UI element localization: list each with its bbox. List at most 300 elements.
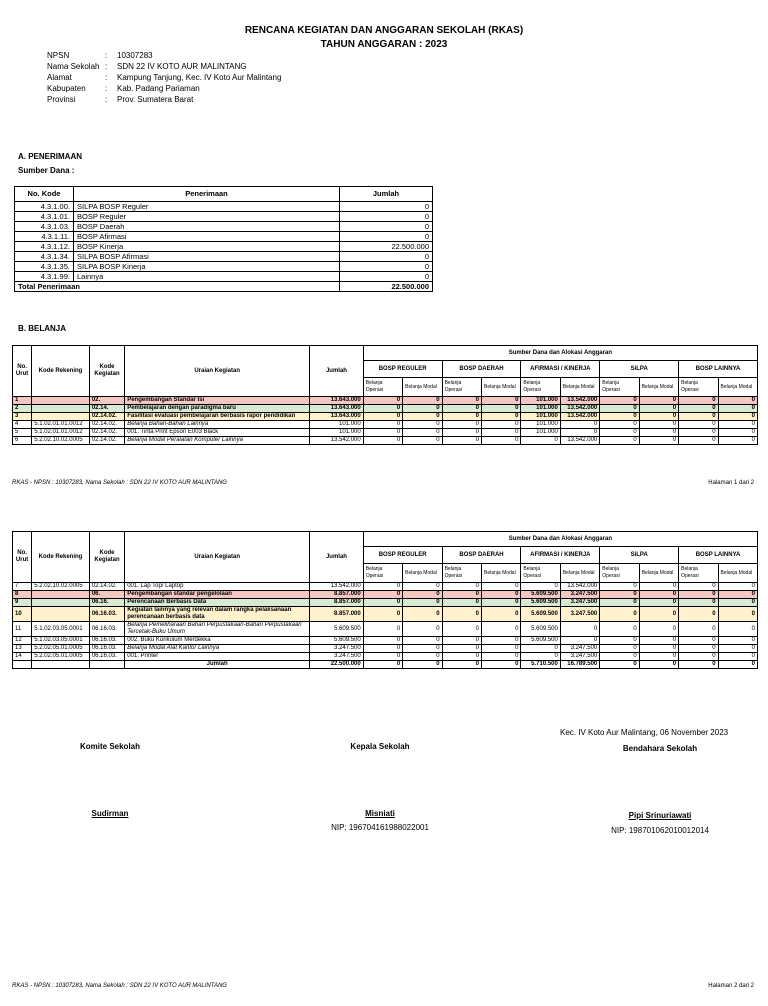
no-cell: 3 (13, 413, 32, 421)
total-alokasi: 0 (600, 661, 639, 669)
alokasi-cell: 0 (679, 591, 718, 599)
alokasi-cell: 0 (718, 413, 757, 421)
col-group: AFIRMASI / KINERJA (521, 547, 600, 564)
document-title: RENCANA KEGIATAN DAN ANGGARAN SEKOLAH (RKAS) (244, 25, 524, 36)
alokasi-cell: 0 (442, 653, 481, 661)
alokasi-cell: 0 (363, 583, 402, 591)
total-empty (13, 661, 32, 669)
alokasi-cell: 0 (600, 413, 639, 421)
alokasi-cell: 0 (403, 645, 442, 653)
total-alokasi: 0 (363, 661, 402, 669)
jumlah-cell: 0 (340, 202, 433, 212)
kode-rekening-cell: 5.1.02.03.05.0001 (32, 622, 90, 637)
alokasi-cell: 0 (639, 622, 678, 637)
total-value: 22.500.000 (340, 282, 433, 292)
kode-cell: 4.3.1.11. (15, 232, 74, 242)
kode-kegiatan-cell: 02.14.02. (89, 421, 124, 429)
kode-rekening-cell (32, 599, 90, 607)
col-belanja-operasi: Belanja Operasi (679, 564, 718, 583)
total-label: Jumlah (125, 661, 310, 669)
kode-rekening-cell: 5.2.02.10.02.0005 (32, 437, 90, 445)
col-uraian: Uraian Kegiatan (125, 532, 310, 583)
col-belanja-operasi: Belanja Operasi (521, 564, 560, 583)
alokasi-cell: 0 (718, 599, 757, 607)
alokasi-cell: 0 (600, 405, 639, 413)
col-group: BOSP LAINNYA (679, 547, 758, 564)
jumlah-cell: 13.643.000 (310, 405, 364, 413)
col-belanja-modal: Belanja Modal (560, 564, 599, 583)
uraian-cell: 002. Buku Kurikulum Merdekka (125, 637, 310, 645)
alokasi-cell: 0 (442, 599, 481, 607)
alokasi-cell: 3.247.500 (560, 645, 599, 653)
alokasi-cell: 0 (600, 637, 639, 645)
alokasi-cell: 0 (442, 645, 481, 653)
kode-cell: 4.3.1.99. (15, 272, 74, 282)
alokasi-cell: 0 (442, 583, 481, 591)
table-row (13, 622, 758, 637)
jumlah-cell: 13.643.000 (310, 397, 364, 405)
alokasi-cell: 0 (639, 405, 678, 413)
kode-rekening-cell (32, 413, 90, 421)
jumlah-cell: 0 (340, 272, 433, 282)
jumlah-cell: 13.542.000 (310, 583, 364, 591)
alokasi-cell: 0 (442, 591, 481, 599)
alokasi-cell: 0 (482, 591, 521, 599)
info-label: Kabupaten (47, 84, 86, 93)
total-row (15, 282, 433, 292)
jumlah-cell: 8.857.000 (310, 591, 364, 599)
alokasi-cell: 0 (482, 437, 521, 445)
alokasi-cell: 0 (363, 607, 402, 622)
info-value: SDN 22 IV KOTO AUR MALINTANG (117, 62, 247, 71)
alokasi-cell: 0 (482, 583, 521, 591)
alokasi-cell: 0 (718, 653, 757, 661)
kode-kegiatan-cell: 02.14.02. (89, 413, 124, 421)
alokasi-cell: 0 (363, 591, 402, 599)
total-empty (89, 661, 124, 669)
table-row (15, 262, 433, 272)
alokasi-cell: 0 (363, 637, 402, 645)
alokasi-cell: 0 (482, 429, 521, 437)
kode-kegiatan-cell: 06.16.03. (89, 645, 124, 653)
alokasi-cell: 0 (600, 437, 639, 445)
alokasi-cell: 0 (363, 421, 402, 429)
uraian-cell: Belanja Modal Alat Kantor Lainnya (125, 645, 310, 653)
total-jumlah: 22.500.000 (310, 661, 364, 669)
alokasi-cell: 0 (718, 622, 757, 637)
kode-rekening-cell (32, 405, 90, 413)
jumlah-cell: 101.000 (310, 421, 364, 429)
alokasi-cell: 13.542.000 (560, 397, 599, 405)
kode-cell: 4.3.1.34. (15, 252, 74, 262)
col-sumber-dana: Sumber Dana dan Alokasi Anggaran (363, 346, 757, 361)
alokasi-cell: 0 (600, 599, 639, 607)
alokasi-cell: 0 (718, 397, 757, 405)
footer-page-2: Halaman 2 dari 2 (708, 983, 754, 989)
alokasi-cell: 0 (403, 591, 442, 599)
alokasi-cell: 0 (403, 622, 442, 637)
alokasi-cell: 0 (600, 653, 639, 661)
total-alokasi: 0 (482, 661, 521, 669)
jumlah-cell: 0 (340, 212, 433, 222)
footer-page-1: Halaman 1 dari 2 (708, 480, 754, 486)
uraian-cell: Fasilitasi evaluasi pembelajaran berbasis rapor pendidikan (125, 413, 310, 421)
alokasi-cell: 0 (363, 622, 402, 637)
alokasi-cell: 3.247.500 (560, 653, 599, 661)
table-row (15, 252, 433, 262)
no-cell: 13 (13, 645, 32, 653)
col-belanja-modal: Belanja Modal (639, 564, 678, 583)
total-empty (32, 661, 90, 669)
alokasi-cell: 0 (482, 397, 521, 405)
table-row (13, 637, 758, 645)
bendahara-title: Bendahara Sekolah (622, 744, 698, 753)
info-sep: : (105, 62, 108, 71)
col-belanja-operasi: Belanja Operasi (600, 564, 639, 583)
alokasi-cell: 0 (679, 653, 718, 661)
uraian-cell: Belanja Modal Peralatan Komputer Lainnya (125, 437, 310, 445)
alokasi-cell: 0 (482, 653, 521, 661)
alokasi-cell: 0 (679, 645, 718, 653)
col-belanja-operasi: Belanja Operasi (363, 564, 402, 583)
col-belanja-operasi: Belanja Operasi (521, 378, 560, 397)
alokasi-cell: 0 (600, 591, 639, 599)
table-row (13, 645, 758, 653)
jumlah-cell: 13.542.000 (310, 437, 364, 445)
alokasi-cell: 0 (718, 437, 757, 445)
info-sep: : (105, 51, 108, 60)
total-alokasi: 0 (403, 661, 442, 669)
info-sep: : (105, 84, 108, 93)
col-group: BOSP REGULER (363, 547, 442, 564)
alokasi-cell: 0 (403, 583, 442, 591)
alokasi-cell: 0 (403, 653, 442, 661)
table-row (13, 591, 758, 599)
jumlah-cell: 0 (340, 252, 433, 262)
penerimaan-table (14, 186, 433, 292)
jumlah-cell: 13.643.000 (310, 413, 364, 421)
alokasi-cell: 0 (639, 637, 678, 645)
table-row (13, 653, 758, 661)
kode-kegiatan-cell: 06.16.03. (89, 622, 124, 637)
uraian-cell: Pembelajaran dengan paradigma baru (125, 405, 310, 413)
kode-kegiatan-cell: 02.14.02. (89, 437, 124, 445)
alokasi-cell: 0 (363, 413, 402, 421)
uraian-cell: Belanja Pemeliharaan Bahan Perpustakaan-Bahan Perpustakaan Tercetak-Buku Umum (125, 622, 310, 637)
no-cell: 14 (13, 653, 32, 661)
alokasi-cell: 0 (363, 645, 402, 653)
col-no-kode: No. Kode (15, 187, 74, 202)
alokasi-cell: 0 (679, 622, 718, 637)
alokasi-cell: 0 (442, 622, 481, 637)
table-row (13, 599, 758, 607)
place-date: Kec. IV Koto Aur Malintang, 06 November 2023 (560, 728, 729, 737)
kode-rekening-cell: 5.1.02.03.05.0001 (32, 637, 90, 645)
col-sumber-dana: Sumber Dana dan Alokasi Anggaran (363, 532, 757, 547)
col-belanja-modal: Belanja Modal (403, 564, 442, 583)
alokasi-cell: 0 (600, 607, 639, 622)
kode-kegiatan-cell: 06.16. (89, 599, 124, 607)
alokasi-cell: 0 (403, 637, 442, 645)
sumber-dana-label: Sumber Dana : (18, 166, 75, 175)
uraian-cell: Pengembangan Standar Isi (125, 397, 310, 405)
kode-kegiatan-cell: 06.16.03. (89, 637, 124, 645)
table-row (13, 607, 758, 622)
table-row (13, 429, 758, 437)
kode-rekening-cell (32, 591, 90, 599)
alokasi-cell: 0 (639, 421, 678, 429)
document-subtitle: TAHUN ANGGARAN : 2023 (320, 39, 448, 50)
col-group: BOSP REGULER (363, 361, 442, 378)
alokasi-cell: 0 (403, 599, 442, 607)
alokasi-cell: 0 (521, 653, 560, 661)
info-row (47, 95, 281, 106)
info-row (47, 62, 281, 73)
kode-kegiatan-cell: 02.14.02. (89, 429, 124, 437)
alokasi-cell: 0 (679, 437, 718, 445)
alokasi-cell: 0 (521, 437, 560, 445)
alokasi-cell: 0 (482, 645, 521, 653)
col-group: BOSP LAINNYA (679, 361, 758, 378)
alokasi-cell: 0 (482, 607, 521, 622)
kode-kegiatan-cell: 02.14.02. (89, 583, 124, 591)
bendahara-name: Pipi Srinuriawati (628, 811, 692, 820)
kode-cell: 4.3.1.01. (15, 212, 74, 222)
alokasi-cell: 5.609.500 (521, 599, 560, 607)
alokasi-cell: 0 (442, 637, 481, 645)
uraian-cell: Perencanaan Berbasis Data (125, 599, 310, 607)
kode-kegiatan-cell: 06. (89, 591, 124, 599)
no-cell: 7 (13, 583, 32, 591)
alokasi-cell: 13.542.000 (560, 437, 599, 445)
alokasi-cell: 0 (639, 413, 678, 421)
total-alokasi: 0 (442, 661, 481, 669)
alokasi-cell: 0 (639, 583, 678, 591)
table-row (15, 212, 433, 222)
jumlah-cell: 5.609.500 (310, 622, 364, 637)
header-row (13, 346, 758, 361)
col-penerimaan: Penerimaan (74, 187, 340, 202)
info-value: Prov. Sumatera Barat (117, 95, 194, 104)
alokasi-cell: 0 (639, 653, 678, 661)
info-row (47, 51, 281, 62)
kode-cell: 4.3.1.00. (15, 202, 74, 212)
alokasi-cell: 3.247.500 (560, 591, 599, 599)
col-group: BOSP DAERAH (442, 547, 521, 564)
belanja-heading: B. BELANJA (18, 324, 67, 333)
info-label: Alamat (47, 73, 72, 82)
alokasi-cell: 0 (482, 413, 521, 421)
alokasi-cell: 0 (639, 437, 678, 445)
kepala-nip: NIP: 196704161988022001 (331, 823, 429, 832)
col-group: SiLPA (600, 547, 679, 564)
info-value: 10307283 (117, 51, 153, 60)
kode-rekening-cell: 5.1.02.01.01.0012 (32, 421, 90, 429)
footer-left-page-2: RKAS - NPSN : 10307283, Nama Sekolah : SDN 22 IV KOTO AUR MALINTANG (12, 983, 227, 989)
total-alokasi: 0 (718, 661, 757, 669)
alokasi-cell: 0 (482, 637, 521, 645)
kepala-name: Misniati (365, 809, 395, 818)
alokasi-cell: 0 (600, 429, 639, 437)
col-kode-kegiatan: Kode Kegiatan (89, 346, 124, 397)
jumlah-cell: 101.000 (310, 429, 364, 437)
alokasi-cell: 13.542.000 (560, 583, 599, 591)
info-sep: : (105, 95, 108, 104)
alokasi-cell: 5.609.500 (521, 591, 560, 599)
alokasi-cell: 3.247.500 (560, 599, 599, 607)
jumlah-cell: 0 (340, 232, 433, 242)
alokasi-cell: 0 (679, 405, 718, 413)
alokasi-cell: 0 (600, 645, 639, 653)
col-kode-rekening: Kode Rekening (32, 346, 90, 397)
kode-rekening-cell: 5.1.02.01.01.0012 (32, 429, 90, 437)
jumlah-cell: 22.500.000 (340, 242, 433, 252)
penerimaan-cell: SILPA BOSP Kinerja (74, 262, 340, 272)
no-cell: 12 (13, 637, 32, 645)
bendahara-nip: NIP: 198701062010012014 (611, 826, 709, 835)
kode-rekening-cell: 5.2.02.10.02.0005 (32, 583, 90, 591)
alokasi-cell: 0 (403, 607, 442, 622)
alokasi-cell: 101.000 (521, 413, 560, 421)
alokasi-cell: 0 (679, 421, 718, 429)
total-alokasi: 0 (639, 661, 678, 669)
table-row (13, 421, 758, 429)
alokasi-cell: 0 (442, 405, 481, 413)
col-kode-kegiatan: Kode Kegiatan (89, 532, 124, 583)
alokasi-cell: 0 (442, 607, 481, 622)
table-row (13, 405, 758, 413)
alokasi-cell: 0 (363, 429, 402, 437)
jumlah-cell: 8.857.000 (310, 607, 364, 622)
uraian-cell: Belanja Bahan-Bahan Lainnya (125, 421, 310, 429)
alokasi-cell: 13.542.000 (560, 413, 599, 421)
total-alokasi: 5.710.500 (521, 661, 560, 669)
col-belanja-operasi: Belanja Operasi (442, 564, 481, 583)
no-cell: 9 (13, 599, 32, 607)
no-cell: 1 (13, 397, 32, 405)
uraian-cell: 001. Lap Top/ Laptop (125, 583, 310, 591)
alokasi-cell: 0 (718, 645, 757, 653)
table-row (15, 242, 433, 252)
table-row (13, 397, 758, 405)
alokasi-cell: 0 (560, 637, 599, 645)
uraian-cell: 001. Tinta Print Epson E003 Black (125, 429, 310, 437)
penerimaan-cell: BOSP Daerah (74, 222, 340, 232)
info-label: Nama Sekolah (47, 62, 100, 71)
alokasi-cell: 0 (403, 437, 442, 445)
alokasi-cell: 0 (442, 421, 481, 429)
col-belanja-operasi: Belanja Operasi (363, 378, 402, 397)
alokasi-cell: 0 (718, 405, 757, 413)
col-belanja-modal: Belanja Modal (560, 378, 599, 397)
alokasi-cell: 0 (442, 397, 481, 405)
col-no-urut: No. Urut (13, 532, 32, 583)
alokasi-cell: 0 (482, 421, 521, 429)
col-belanja-modal: Belanja Modal (639, 378, 678, 397)
alokasi-cell: 0 (560, 429, 599, 437)
col-kode-rekening: Kode Rekening (32, 532, 90, 583)
alokasi-cell: 0 (560, 421, 599, 429)
no-cell: 5 (13, 429, 32, 437)
alokasi-cell: 0 (363, 405, 402, 413)
alokasi-cell: 0 (442, 429, 481, 437)
col-group: SiLPA (600, 361, 679, 378)
komite-name: Sudirman (91, 809, 129, 818)
alokasi-cell: 0 (718, 591, 757, 599)
alokasi-cell: 0 (679, 607, 718, 622)
alokasi-cell: 0 (521, 583, 560, 591)
alokasi-cell: 0 (679, 429, 718, 437)
alokasi-cell: 101.000 (521, 421, 560, 429)
col-jumlah: Jumlah (340, 187, 433, 202)
col-no-urut: No. Urut (13, 346, 32, 397)
uraian-cell: Kegiatan lainnya yang relevan dalam rangka pelaksanaan perencanaan berbasis data (125, 607, 310, 622)
kode-rekening-cell: 5.2.02.05.01.0005 (32, 645, 90, 653)
col-belanja-modal: Belanja Modal (718, 564, 757, 583)
kode-rekening-cell (32, 397, 90, 405)
alokasi-cell: 0 (639, 607, 678, 622)
alokasi-cell: 0 (718, 421, 757, 429)
alokasi-cell: 0 (639, 397, 678, 405)
kode-cell: 4.3.1.35. (15, 262, 74, 272)
table-row (13, 583, 758, 591)
penerimaan-cell: BOSP Afirmasi (74, 232, 340, 242)
info-label: Provinsi (47, 95, 76, 104)
no-cell: 6 (13, 437, 32, 445)
alokasi-cell: 0 (679, 583, 718, 591)
alokasi-cell: 0 (679, 397, 718, 405)
info-value: Kab. Padang Pariaman (117, 84, 200, 93)
alokasi-cell: 13.542.000 (560, 405, 599, 413)
uraian-cell: Pengembangan standar pengelolaan (125, 591, 310, 599)
table-row (15, 202, 433, 212)
belanja-table-page-1 (12, 345, 758, 445)
alokasi-cell: 0 (403, 429, 442, 437)
kode-cell: 4.3.1.12. (15, 242, 74, 252)
no-cell: 10 (13, 607, 32, 622)
total-row (13, 661, 758, 669)
table-row (15, 222, 433, 232)
alokasi-cell: 0 (521, 645, 560, 653)
belanja-table-page-2 (12, 531, 758, 669)
alokasi-cell: 0 (718, 429, 757, 437)
alokasi-cell: 0 (639, 591, 678, 599)
jumlah-cell: 3.247.500 (310, 653, 364, 661)
uraian-cell: 001. Printer (125, 653, 310, 661)
info-row (47, 73, 281, 84)
table-row (15, 232, 433, 242)
alokasi-cell: 101.000 (521, 429, 560, 437)
school-info (47, 51, 281, 106)
footer-left-page-1: RKAS - NPSN : 10307283, Nama Sekolah : SDN 22 IV KOTO AUR MALINTANG (12, 480, 227, 486)
no-cell: 4 (13, 421, 32, 429)
info-sep: : (105, 73, 108, 82)
col-belanja-modal: Belanja Modal (403, 378, 442, 397)
jumlah-cell: 0 (340, 222, 433, 232)
alokasi-cell: 0 (679, 599, 718, 607)
no-cell: 8 (13, 591, 32, 599)
header-row (13, 532, 758, 547)
kode-kegiatan-cell: 06.16.03. (89, 653, 124, 661)
komite-title: Komite Sekolah (79, 742, 140, 751)
jumlah-cell: 0 (340, 262, 433, 272)
kode-kegiatan-cell: 06.16.03. (89, 607, 124, 622)
penerimaan-cell: SILPA BOSP Afirmasi (74, 252, 340, 262)
alokasi-cell: 0 (679, 413, 718, 421)
col-jumlah: Jumlah (310, 346, 364, 397)
alokasi-cell: 0 (679, 637, 718, 645)
alokasi-cell: 0 (718, 637, 757, 645)
